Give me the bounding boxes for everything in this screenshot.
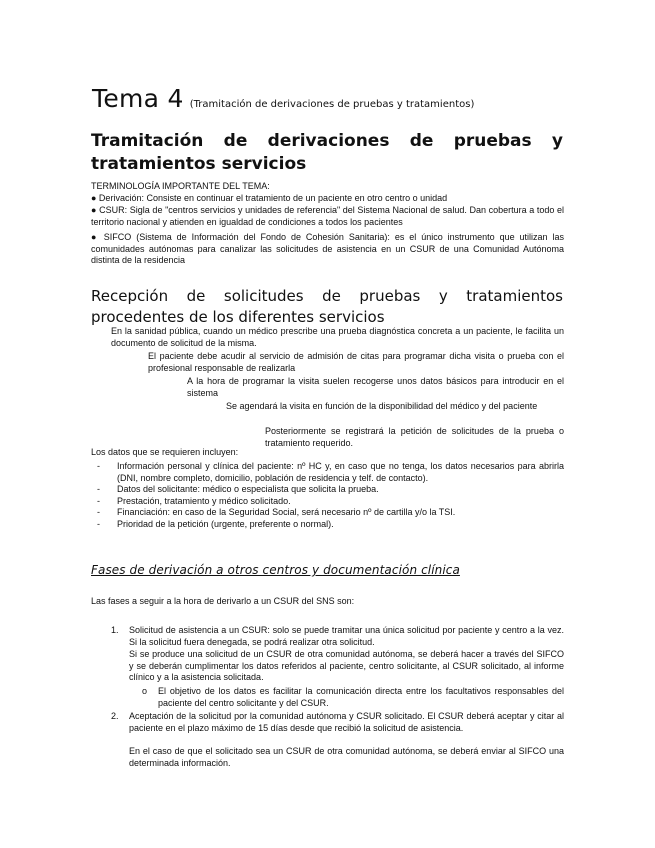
list-item bbox=[91, 519, 564, 531]
term-derivacion: ● Derivación: Consiste en continuar el tratamiento de un paciente en otro centro o unidad bbox=[91, 193, 448, 203]
dash-marker: - bbox=[97, 507, 100, 517]
step-3: A la hora de programar la visita suelen recogerse unos datos básicos para introducir en el sistema bbox=[187, 376, 564, 398]
step-2: El paciente debe acudir al servicio de admisión de citas para programar dicha visita o prueba con el profesional responsable de realizarla bbox=[148, 351, 564, 373]
step-4: Se agendará la visita en función de la disponibilidad del médico y del paciente bbox=[226, 401, 538, 411]
terminology-heading: TERMINOLOGÍA IMPORTANTE DEL TEMA: bbox=[91, 181, 270, 191]
dash-marker: - bbox=[97, 461, 100, 471]
list-item bbox=[91, 496, 564, 508]
chapter-title bbox=[92, 84, 474, 113]
data-item-text: Financiación: en caso de la Seguridad Social, será necesario nº de cartilla y/o la TSI. bbox=[117, 507, 456, 517]
section-2-heading-line-1: Recepción de solicitudes de pruebas y tratamientos bbox=[91, 287, 563, 305]
sub-bullet-marker: o bbox=[142, 686, 148, 696]
data-item-text: Información personal y clínica del paciente: nº HC y, en caso que no tenga, los datos necesarios para abrirla (DNI, nombre completo, domicilio, población de residencia y telf. de contacto). bbox=[117, 461, 564, 483]
section-3-heading: Fases de derivación a otros centros y documentación clínica bbox=[91, 563, 460, 577]
dash-marker: - bbox=[97, 484, 100, 494]
phase-1-text: Solicitud de asistencia a un CSUR: solo se puede tramitar una única solicitud por paciente y centro a la vez. Si la solicitud fuera denegada, se podrá realizar otra solicitud. bbox=[129, 625, 564, 647]
phase-1-sub-item: El objetivo de los datos es facilitar la comunicación directa entre los facultativos responsables del paciente del centro solicitante y del CSUR. bbox=[158, 686, 564, 708]
list-item bbox=[91, 484, 564, 496]
data-list bbox=[91, 461, 564, 530]
phases-intro: Las fases a seguir a la hora de derivarlo a un CSUR del SNS son: bbox=[91, 596, 355, 606]
list-item bbox=[91, 507, 564, 519]
list-item bbox=[91, 461, 564, 484]
data-heading: Los datos que se requieren incluyen: bbox=[91, 447, 239, 457]
chapter-number: Tema 4 bbox=[92, 84, 184, 113]
phase-number: 2. bbox=[111, 711, 119, 721]
data-item-text: Prestación, tratamiento y médico solicitado. bbox=[117, 495, 291, 506]
chapter-subtitle: (Tramitación de derivaciones de pruebas y tratamientos) bbox=[189, 99, 475, 110]
phase-1-detail: Si se produce una solicitud de un CSUR de otra comunidad autónoma, se deberá hacer a través del SIFCO y se deberán cumplimentar los datos referidos al paciente, centro solicitante, al CSUR solicitado, al informe clínico y a la asistencia solicitada. bbox=[129, 649, 564, 682]
step-1: En la sanidad pública, cuando un médico prescribe una prueba diagnóstica concreta a un paciente, le facilita un documento de solicitud de la misma. bbox=[111, 326, 564, 348]
term-csur: ● CSUR: Sigla de "centros servicios y unidades de referencia" del Sistema Nacional de salud. Dan cobertura a todo el territorio nacional y atienden en igualdad de condiciones a todos los pacientes bbox=[91, 205, 564, 227]
section-2-heading bbox=[91, 286, 563, 327]
section-2-heading-line-2: procedentes de los diferentes servicios bbox=[91, 307, 385, 326]
phase-2-text: Aceptación de la solicitud por la comunidad autónoma y CSUR solicitado. El CSUR deberá aceptar y citar al paciente en el plazo máximo de 15 días desde que recibió la solicitud de asistencia. bbox=[129, 711, 564, 733]
section-1-heading-line-2: tratamientos servicios bbox=[91, 154, 307, 174]
term-sifco: ● SIFCO (Sistema de Información del Fondo de Cohesión Sanitaria): es el único instrumento que utilizan las comunidades autónomas para canalizar las solicitudes de asistencia en un CSUR de una Comunidad Autónoma distinta de la residencia bbox=[91, 232, 564, 265]
section-1-heading bbox=[91, 130, 563, 176]
dash-marker: - bbox=[97, 495, 100, 506]
section-1-heading-line-1: Tramitación de derivaciones de pruebas y bbox=[91, 131, 563, 151]
step-5: Posteriormente se registrará la petición de solicitudes de la prueba o tratamiento requerido. bbox=[265, 426, 564, 448]
phase-2-detail: En el caso de que el solicitado sea un CSUR de otra comunidad autónoma, se deberá enviar al SIFCO una determinada información. bbox=[129, 746, 564, 768]
phase-number: 1. bbox=[111, 625, 119, 635]
data-item-text: Datos del solicitante: médico o especialista que solicita la prueba. bbox=[117, 484, 379, 494]
data-item-text: Prioridad de la petición (urgente, preferente o normal). bbox=[117, 518, 334, 529]
dash-marker: - bbox=[97, 518, 100, 529]
